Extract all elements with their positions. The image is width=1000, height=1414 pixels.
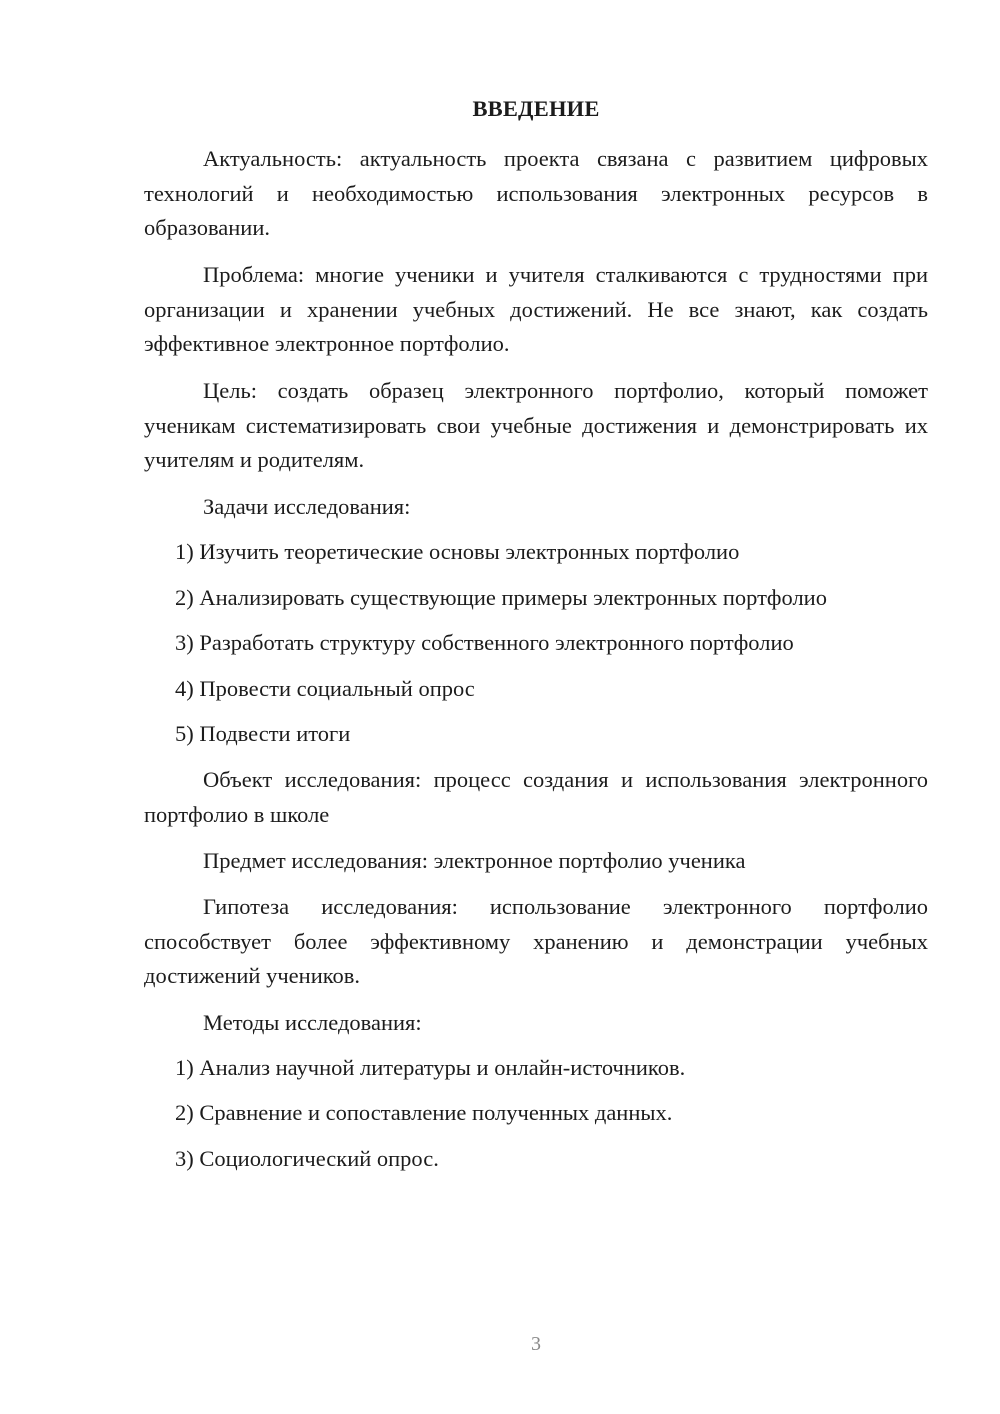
tasks-heading: Задачи исследования:: [203, 494, 411, 519]
method-item: 1) Анализ научной литературы и онлайн-источников.: [175, 1055, 686, 1080]
task-item: 2) Анализировать существующие примеры электронных портфолио: [175, 585, 827, 610]
page-number: 3: [531, 1333, 541, 1355]
object-paragraph: Объект исследования: процесс создания и использования электронного портфолио в школе: [144, 767, 928, 827]
method-item: 3) Социологический опрос.: [175, 1146, 439, 1171]
task-item: 3) Разработать структуру собственного электронного портфолио: [175, 630, 794, 655]
task-item: 1) Изучить теоретические основы электронных портфолио: [175, 539, 740, 564]
task-item: 4) Провести социальный опрос: [175, 676, 475, 701]
methods-heading: Методы исследования:: [203, 1010, 422, 1035]
task-item: 5) Подвести итоги: [175, 721, 351, 746]
relevance-paragraph: Актуальность: актуальность проекта связана с развитием цифровых технологий и необходимостью использования электронных ресурсов в образовании.: [144, 146, 928, 240]
hypothesis-paragraph: Гипотеза исследования: использование электронного портфолио способствует более эффективному хранению и демонстрации учебных достижений учеников.: [144, 894, 928, 988]
goal-paragraph: Цель: создать образец электронного портфолио, который поможет ученикам систематизировать свои учебные достижения и демонстрировать их учителям и родителям.: [144, 378, 928, 472]
page-title: ВВЕДЕНИЕ: [472, 96, 600, 121]
method-item: 2) Сравнение и сопоставление полученных данных.: [175, 1100, 673, 1125]
subject-paragraph: Предмет исследования: электронное портфолио ученика: [203, 848, 746, 873]
problem-paragraph: Проблема: многие ученики и учителя сталкиваются с трудностями при организации и хранении учебных достижений. Не все знают, как создать эффективное электронное портфолио.: [144, 262, 928, 356]
